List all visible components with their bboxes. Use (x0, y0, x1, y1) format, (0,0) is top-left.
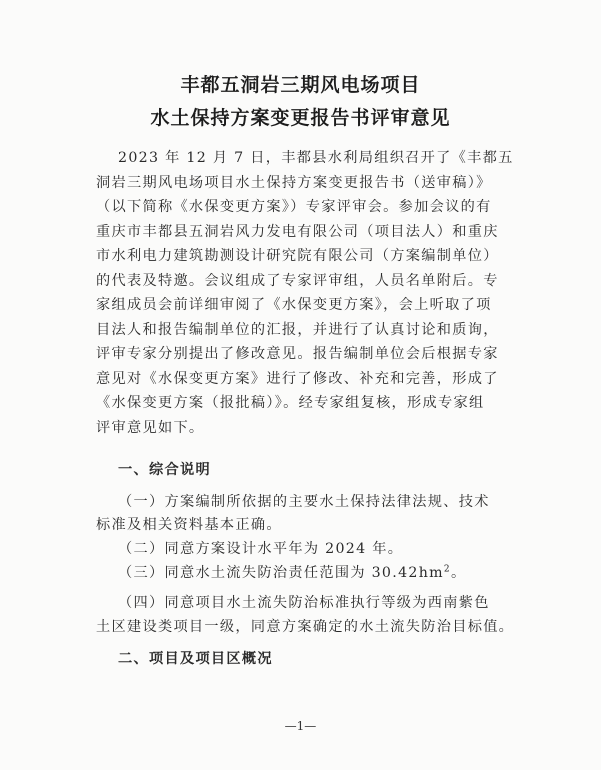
item-2: （二）同意方案设计水平年为 2024 年。 (118, 541, 404, 557)
section-heading-project: 二、项目及项目区概况 (118, 651, 273, 667)
item-3 (118, 563, 466, 583)
document-title-line1: 丰都五洞岩三期风电场项目 (180, 74, 421, 96)
item-4-line2: 土区建设类项目一级，同意方案确定的水土流失防治目标值。 (96, 619, 515, 635)
item-1-line1: （一）方案编制所依据的主要水土保持法律法规、技术 (118, 494, 490, 510)
body-line: 市水利电力建筑勘测设计研究院有限公司（方案编制单位） (96, 248, 499, 264)
item-3-text: （三）同意水土流失防治责任范围为 30.42hm (118, 565, 444, 581)
item-3-suffix: 。 (450, 565, 467, 581)
body-line: 评审意见如下。 (96, 419, 205, 436)
body-line: 评审专家分别提出了修改意见。报告编制单位会后根据专家 (96, 346, 499, 362)
body-line: 意见对《水保变更方案》进行了修改、补充和完善，形成了 (96, 370, 499, 387)
body-line: 的代表及特邀。会议组成了专家评审组，人员名单附后。专 (96, 272, 499, 289)
document-title-line2: 水土保持方案变更报告书评审意见 (150, 107, 451, 129)
body-line: 《水保变更方案（报批稿）》。经专家组复核，形成专家组 (96, 395, 485, 411)
body-line: 洞岩三期风电场项目水土保持方案变更报告书（送审稿）》 (96, 174, 492, 191)
item-1-line2: 标准及相关资料基本正确。 (96, 517, 282, 533)
body-line: 家组成员会前详细审阅了《水保变更方案》，会上听取了项 (96, 297, 492, 313)
body-line: 目法人和报告编制单位的汇报，并进行了认真讨论和质询， (96, 321, 499, 338)
body-line: 重庆市丰都县五洞岩风力发电有限公司（项目法人）和重庆 (96, 223, 499, 240)
section-heading-overview: 一、综合说明 (118, 462, 211, 478)
item-4-line1: （四）同意项目水土流失防治标准执行等级为西南紫色 (118, 595, 490, 611)
page-number: —1— (284, 719, 317, 733)
body-line: （以下简称《水保变更方案》）专家评审会。参加会议的有 (96, 199, 492, 215)
body-line: 2023 年 12 月 7 日，丰都县水利局组织召开了《丰都五 (118, 150, 514, 166)
item-3-superscript: 2 (443, 564, 451, 575)
